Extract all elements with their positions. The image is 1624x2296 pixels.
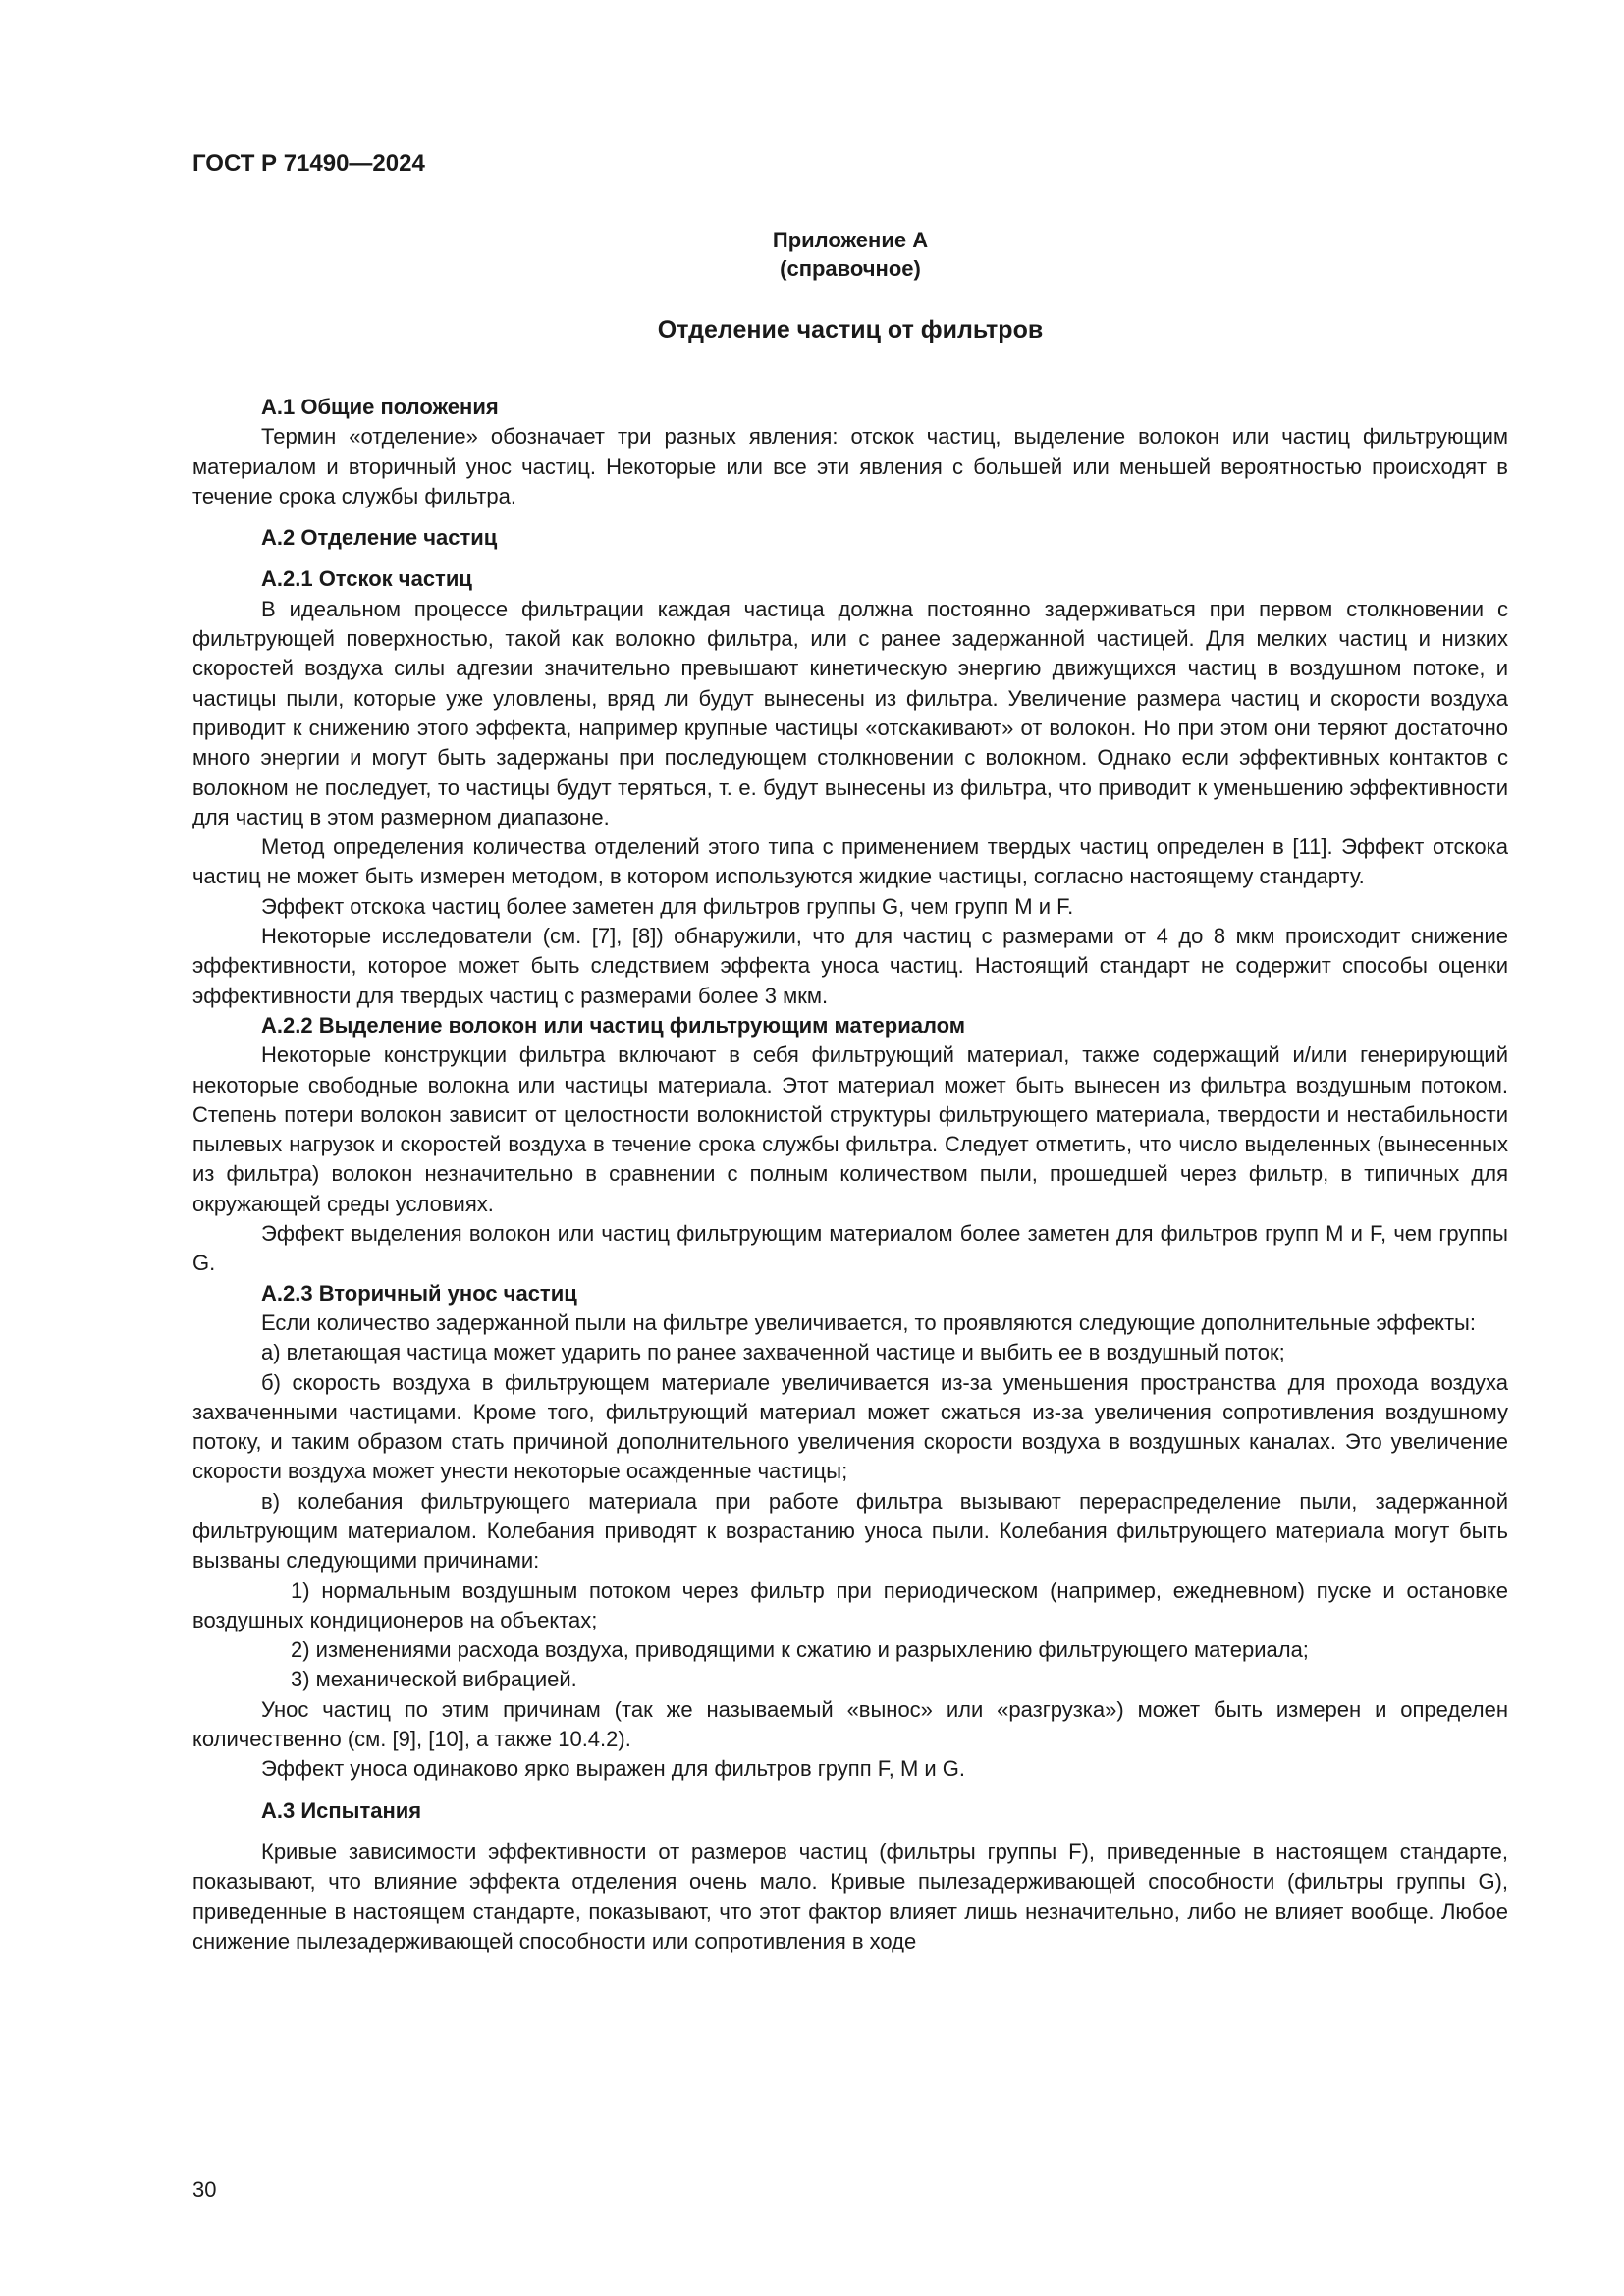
appendix-kind: (справочное) (780, 256, 921, 281)
page-title: Отделение частиц от фильтров (657, 316, 1044, 344)
section-a23-item-b: б) скорость воздуха в фильтрующем материале увеличивается из-за уменьшения пространства для прохода воздуха захваченными частицами. Кроме того, фильтрующий материал может сжаться из-за увеличения сопротивления воздушному потоку, и таким образом стать причиной дополнительного увеличения скорости воздуха в воздушных каналах. Это увеличение скорости воздуха может унести некоторые осажденные частицы; (192, 1369, 1508, 1484)
appendix-title: Приложение А (772, 228, 929, 252)
section-a23-subitem-1: 1) нормальным воздушным потоком через фильтр при периодическом (например, ежедневном) пуске и остановке воздушных кондиционеров на объектах; (192, 1577, 1508, 1632)
section-a22-heading: А.2.2 Выделение волокон или частиц фильтрующим материалом (261, 1012, 966, 1038)
section-a23-paragraph-1: Если количество задержанной пыли на фильтре увеличивается, то проявляются следующие дополнительные эффекты: (261, 1309, 1476, 1335)
section-a23-subitem-3: 3) механической вибрацией. (291, 1667, 577, 1692)
page-number: 30 (192, 2177, 217, 2202)
document-body (192, 393, 1508, 1956)
section-a3-heading: А.3 Испытания (261, 1797, 422, 1823)
section-a23-paragraph-3: Эффект уноса одинаково ярко выражен для фильтров групп F, М и G. (261, 1756, 966, 1782)
section-a3-paragraph: Кривые зависимости эффективности от размеров частиц (фильтры группы F), приведенные в настоящем стандарте, показывают, что влияние эффекта отделения очень мало. Кривые пылезадерживающей способности (фильтры группы G), приведенные в настоящем стандарте, показывают, что этот фактор влияет лишь незначительно, либо не влияет вообще. Любое снижение пылезадерживающей способности или сопротивления в ходе (192, 1839, 1508, 1953)
section-a1-paragraph: Термин «отделение» обозначает три разных явления: отскок частиц, выделение волокон или частиц фильтрующим материалом и вторичный унос частиц. Некоторые или все эти явления с большей или меньшей вероятностью происходят в течение срока службы фильтра. (192, 424, 1508, 508)
section-a23-paragraph-2: Унос частиц по этим причинам (так же называемый «вынос» или «разгрузка») может быть измерен и определен количественно (см. [9], [10], а также 10.4.2). (192, 1696, 1508, 1752)
section-a21-paragraph-4: Некоторые исследователи (см. [7], [8]) обнаружили, что для частиц с размерами от 4 до 8 мкм происходит снижение эффективности, которое может быть следствием эффекта уноса частиц. Настоящий стандарт не содержит способы оценки эффективности для твердых частиц с размерами более 3 мкм. (192, 924, 1508, 1008)
appendix-heading (192, 226, 1508, 283)
document-code: ГОСТ Р 71490—2024 (192, 150, 425, 177)
section-a2-heading: А.2 Отделение частиц (261, 525, 498, 551)
section-a23-item-a: а) влетающая частица может ударить по ранее захваченной частице и выбить ее в воздушный поток; (261, 1340, 1285, 1365)
section-a21-paragraph-1: В идеальном процессе фильтрации каждая частица должна постоянно задерживаться при первом столкновении с фильтрующей поверхностью, такой как волокно фильтра, или с ранее задержанной частицей. Для мелких частиц и низких скоростей воздуха силы адгезии значительно превышают кинетическую энергию движущихся частиц в воздушном потоке, и частицы пыли, которые уже уловлены, вряд ли будут вынесены из фильтра. Увеличение размера частиц и скорости воздуха приводит к снижению этого эффекта, например крупные частицы «отскакивают» от волокон. Но при этом они теряют достаточно много энергии и могут быть задержаны при последующем столкновении с волокном. Однако если эффективных контактов с волокном не последует, то частицы будут теряться, т. е. будут вынесены из фильтра, что приводит к уменьшению эффективности для частиц в этом размерном диапазоне. (192, 596, 1508, 829)
section-a22-paragraph-2: Эффект выделения волокон или частиц фильтрующим материалом более заметен для фильтров групп М и F, чем группы G. (192, 1221, 1508, 1276)
section-a21-heading: А.2.1 Отскок частиц (261, 566, 472, 592)
section-a23-item-c: в) колебания фильтрующего материала при работе фильтра вызывают перераспределение пыли, задержанной фильтрующим материалом. Колебания приводят к возрастанию уноса пыли. Колебания фильтрующего материала могут быть вызваны следующими причинами: (192, 1488, 1508, 1574)
section-a1-heading: А.1 Общие положения (261, 395, 499, 419)
section-a21-paragraph-2: Метод определения количества отделений этого типа с применением твердых частиц определен в [11]. Эффект отскока частиц не может быть измерен методом, в котором используются жидкие частицы, согласно настоящему стандарту. (192, 834, 1508, 889)
section-a22-paragraph-1: Некоторые конструкции фильтра включают в себя фильтрующий материал, также содержащий и/или генерирующий некоторые свободные волокна или частицы материала. Этот материал может быть вынесен из фильтра воздушным потоком. Степень потери волокон зависит от целостности волокнистой структуры фильтрующего материала, твердости и нестабильности пылевых нагрузок и скоростей воздуха в течение срока службы фильтра. Следует отметить, что число выделенных (вынесенных из фильтра) волокон незначительно в сравнении с полным количеством пыли, прошедшей через фильтр, в типичных для окружающей среды условиях. (192, 1042, 1508, 1216)
section-a23-subitem-2: 2) изменениями расхода воздуха, приводящими к сжатию и разрыхлению фильтрующего материала; (291, 1637, 1309, 1663)
section-a23-heading: А.2.3 Вторичный унос частиц (261, 1280, 577, 1306)
section-a21-paragraph-3: Эффект отскока частиц более заметен для фильтров группы G, чем групп М и F. (261, 893, 1074, 919)
